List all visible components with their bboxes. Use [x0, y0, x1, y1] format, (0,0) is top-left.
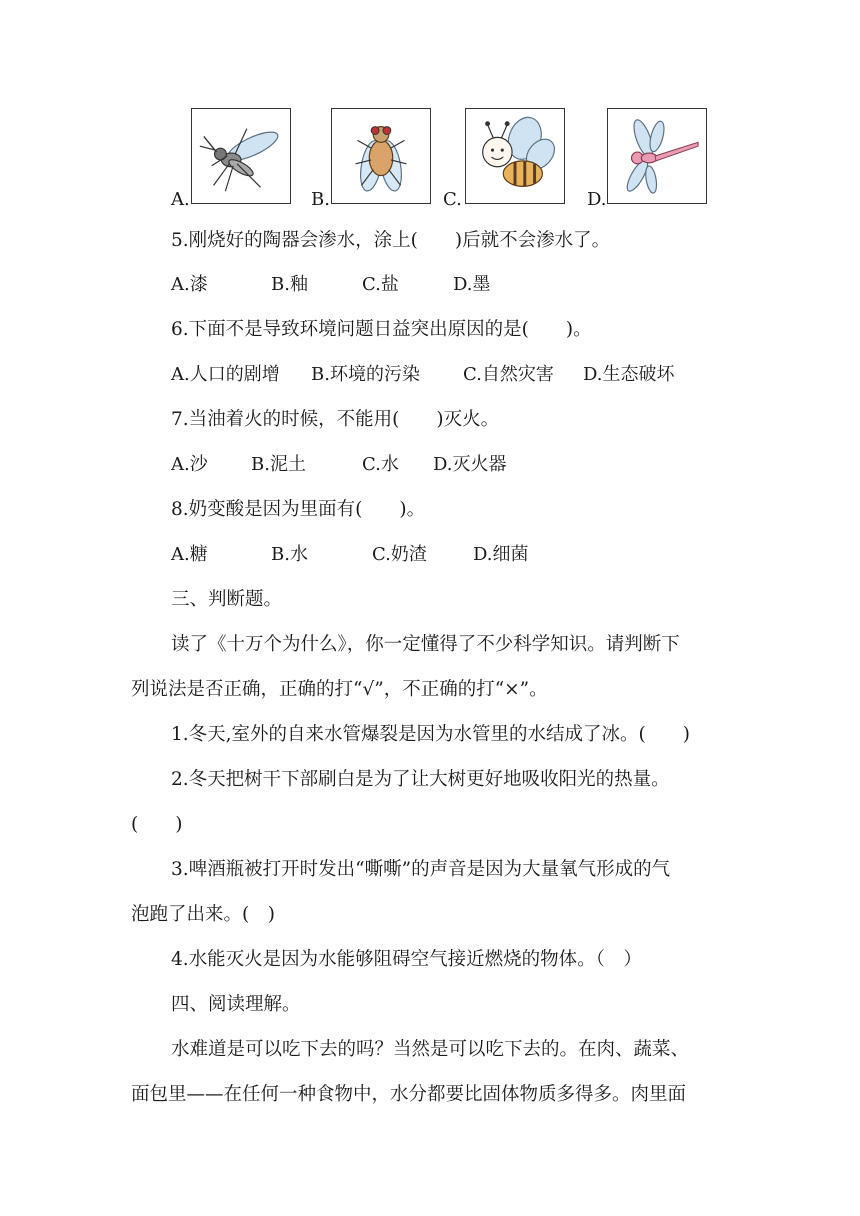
q4-option-b-image	[331, 108, 431, 204]
section3-intro-line2: 列说法是否正确，正确的打“√”，不正确的打“×”。	[131, 679, 548, 700]
q7-option-b: B.泥土	[251, 454, 306, 475]
q8-option-d: D.细菌	[473, 544, 529, 565]
q8-option-b: B.水	[271, 544, 308, 565]
bee-icon	[466, 109, 564, 203]
q5-option-a: A.漆	[171, 274, 208, 295]
q7-option-a: A.沙	[171, 454, 208, 475]
tf-item-3-line1: 3.啤酒瓶被打开时发出“嘶嘶”的声音是因为大量氧气形成的气	[171, 859, 671, 880]
q4-option-d-label: D.	[587, 189, 607, 210]
q5-option-b: B.釉	[271, 274, 308, 295]
q4-option-c-label: C.	[443, 189, 462, 210]
tf-item-2-line1: 2.冬天把树干下部刷白是为了让大树更好地吸收阳光的热量。	[171, 769, 670, 790]
q8-option-c: C.奶渣	[372, 544, 427, 565]
section4-paragraph-line2: 面包里——在任何一种食物中，水分都要比固体物质多得多。肉里面	[131, 1084, 687, 1105]
section4-heading: 四、阅读理解。	[171, 994, 301, 1015]
q6-option-d: D.生态破坏	[583, 364, 675, 385]
tf-item-3-line2: 泡跑了出来。( )	[131, 904, 275, 925]
q6-option-c: C.自然灾害	[463, 364, 554, 385]
dragonfly-icon	[608, 109, 706, 203]
q4-option-d-image	[607, 108, 707, 204]
mosquito-icon	[192, 109, 290, 203]
q5-question: 5.刚烧好的陶器会渗水，涂上( )后就不会渗水了。	[171, 230, 611, 251]
tf-item-4: 4.水能灭火是因为水能够阻碍空气接近燃烧的物体。（ ）	[171, 949, 642, 970]
fly-icon	[332, 109, 430, 203]
q7-option-c: C.水	[362, 454, 399, 475]
section4-paragraph-line1: 水难道是可以吃下去的吗？当然是可以吃下去的。在肉、蔬菜、	[171, 1039, 690, 1060]
q4-option-c-image	[465, 108, 565, 204]
section3-heading: 三、判断题。	[171, 589, 283, 610]
q6-option-b: B.环境的污染	[311, 364, 420, 385]
q6-option-a: A.人口的剧增	[171, 364, 280, 385]
tf-item-1: 1.冬天,室外的自来水管爆裂是因为水管里的水结成了冰。( )	[171, 724, 690, 745]
q6-question: 6.下面不是导致环境问题日益突出原因的是( )。	[171, 319, 592, 340]
q8-option-a: A.糖	[171, 544, 208, 565]
q7-question: 7.当油着火的时候，不能用( )灭火。	[171, 409, 500, 430]
q4-option-b-label: B.	[311, 189, 330, 210]
q5-option-c: C.盐	[362, 274, 399, 295]
q4-option-a-image	[191, 108, 291, 204]
q8-question: 8.奶变酸是因为里面有( )。	[171, 499, 426, 520]
q5-option-d: D.墨	[453, 274, 491, 295]
tf-item-2-line2: ( )	[131, 814, 183, 835]
q7-option-d: D.灭火器	[433, 454, 507, 475]
q4-option-a-label: A.	[171, 189, 190, 210]
section3-intro-line1: 读了《十万个为什么》，你一定懂得了不少科学知识。请判断下	[171, 634, 680, 655]
